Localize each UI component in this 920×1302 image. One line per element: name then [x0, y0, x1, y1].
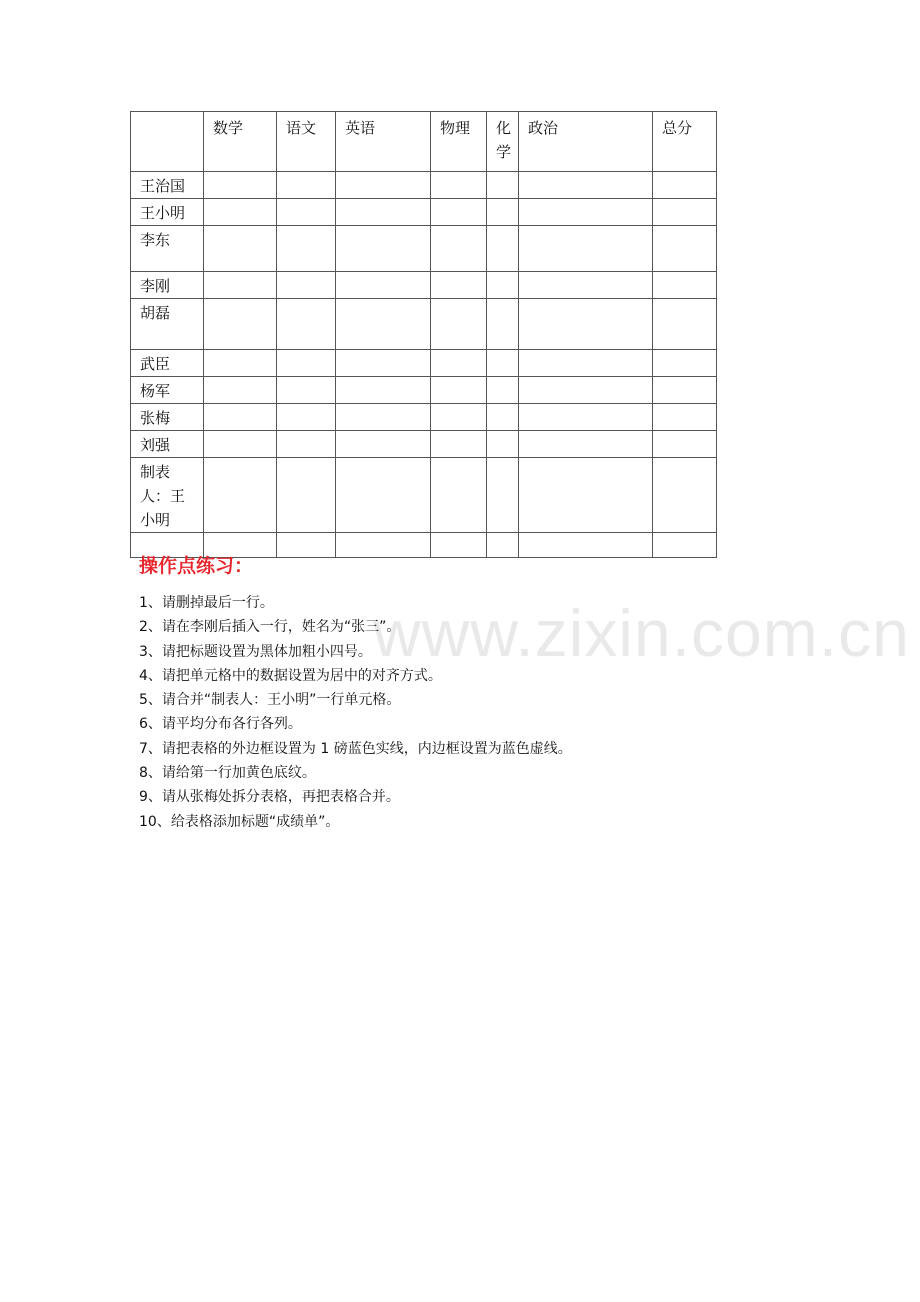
score-cell	[519, 299, 653, 350]
table-row	[131, 226, 717, 272]
score-cell	[277, 172, 336, 199]
score-cell	[336, 458, 431, 533]
table-row	[131, 404, 717, 431]
score-cell	[277, 272, 336, 299]
task-item: 1、请删掉最后一行。	[139, 595, 274, 611]
score-cell	[431, 299, 487, 350]
score-cell	[431, 350, 487, 377]
score-cell	[204, 377, 277, 404]
student-name-cell: 刘强	[131, 431, 204, 458]
score-cell	[277, 458, 336, 533]
total-cell	[653, 404, 717, 431]
table-row-preparer	[131, 458, 717, 533]
score-cell	[336, 299, 431, 350]
score-cell	[487, 350, 519, 377]
score-cell	[519, 272, 653, 299]
total-cell	[653, 431, 717, 458]
task-item: 7、请把表格的外边框设置为 1 磅蓝色实线，内边框设置为蓝色虚线。	[139, 740, 572, 757]
task-item: 6、请平均分布各行各列。	[139, 716, 302, 733]
score-cell	[519, 458, 653, 533]
student-name-cell: 武臣	[131, 350, 204, 377]
score-cell	[487, 458, 519, 533]
score-cell	[487, 272, 519, 299]
score-cell	[336, 431, 431, 458]
section-title: 操作点练习：	[139, 555, 254, 577]
total-cell	[653, 377, 717, 404]
score-cell	[204, 172, 277, 199]
table-header-row	[131, 112, 717, 172]
student-name-cell: 李东	[131, 226, 204, 272]
score-cell	[204, 199, 277, 226]
score-cell	[336, 272, 431, 299]
task-item: 4、请把单元格中的数据设置为居中的对齐方式。	[139, 667, 442, 684]
header-cell-chinese: 语文	[277, 112, 336, 172]
score-cell	[519, 226, 653, 272]
score-cell	[204, 458, 277, 533]
task-item: 3、请把标题设置为黑体加粗小四号。	[139, 643, 372, 660]
student-name-cell: 王治国	[131, 172, 204, 199]
score-cell	[487, 199, 519, 226]
score-cell	[519, 377, 653, 404]
score-cell	[431, 533, 487, 558]
score-cell	[487, 226, 519, 272]
header-cell-english: 英语	[336, 112, 431, 172]
score-cell	[204, 226, 277, 272]
score-cell	[204, 431, 277, 458]
score-cell	[204, 404, 277, 431]
header-cell-math: 数学	[204, 112, 277, 172]
score-cell	[519, 199, 653, 226]
score-cell	[519, 350, 653, 377]
score-cell	[519, 533, 653, 558]
score-cell	[277, 377, 336, 404]
score-cell	[277, 350, 336, 377]
header-cell-chemistry: 化学	[487, 112, 519, 172]
total-cell	[653, 299, 717, 350]
score-cell	[204, 350, 277, 377]
student-name-cell: 李刚	[131, 272, 204, 299]
task-item: 10、给表格添加标题“成绩单”。	[139, 813, 340, 830]
score-cell	[431, 377, 487, 404]
score-cell	[336, 350, 431, 377]
task-item: 2、请在李刚后插入一行，姓名为“张三”。	[139, 619, 401, 636]
task-item: 9、请从张梅处拆分表格，再把表格合并。	[139, 789, 400, 806]
student-name-cell: 杨军	[131, 377, 204, 404]
total-cell	[653, 199, 717, 226]
score-cell	[336, 377, 431, 404]
score-cell	[277, 431, 336, 458]
score-cell	[336, 404, 431, 431]
score-cell	[336, 226, 431, 272]
student-name-cell: 张梅	[131, 404, 204, 431]
table-row	[131, 172, 717, 199]
student-name-cell: 王小明	[131, 199, 204, 226]
header-cell-politics: 政治	[519, 112, 653, 172]
score-cell	[336, 199, 431, 226]
score-cell	[431, 199, 487, 226]
header-cell-total: 总分	[653, 112, 717, 172]
score-cell	[277, 226, 336, 272]
score-cell	[336, 533, 431, 558]
task-list	[139, 591, 572, 834]
grade-table	[130, 111, 717, 558]
score-cell	[519, 404, 653, 431]
score-cell	[277, 533, 336, 558]
score-cell	[204, 272, 277, 299]
total-cell	[653, 458, 717, 533]
task-item: 5、请合并“制表人：王小明”一行单元格。	[139, 692, 401, 709]
score-cell	[431, 404, 487, 431]
header-cell-physics: 物理	[431, 112, 487, 172]
total-cell	[653, 172, 717, 199]
score-cell	[431, 272, 487, 299]
score-cell	[431, 431, 487, 458]
table-row	[131, 377, 717, 404]
score-cell	[277, 404, 336, 431]
total-cell	[653, 226, 717, 272]
score-cell	[487, 377, 519, 404]
student-name-cell: 胡磊	[131, 299, 204, 350]
watermark: www.zixin.com.cn	[373, 596, 910, 670]
table-row	[131, 272, 717, 299]
score-cell	[431, 458, 487, 533]
table-row	[131, 199, 717, 226]
total-cell	[653, 350, 717, 377]
score-cell	[519, 172, 653, 199]
score-cell	[431, 226, 487, 272]
table-row	[131, 299, 717, 350]
score-cell	[487, 299, 519, 350]
score-cell	[487, 431, 519, 458]
table-row	[131, 350, 717, 377]
score-cell	[519, 431, 653, 458]
total-cell	[653, 533, 717, 558]
preparer-cell: 制表人：王小明	[131, 458, 204, 533]
score-cell	[487, 172, 519, 199]
score-cell	[431, 172, 487, 199]
total-cell	[653, 272, 717, 299]
score-cell	[277, 299, 336, 350]
task-item: 8、请给第一行加黄色底纹。	[139, 765, 316, 782]
score-cell	[204, 299, 277, 350]
score-cell	[277, 199, 336, 226]
score-cell	[336, 172, 431, 199]
score-cell	[487, 404, 519, 431]
table-row	[131, 431, 717, 458]
header-cell-corner	[131, 112, 204, 172]
score-cell	[487, 533, 519, 558]
